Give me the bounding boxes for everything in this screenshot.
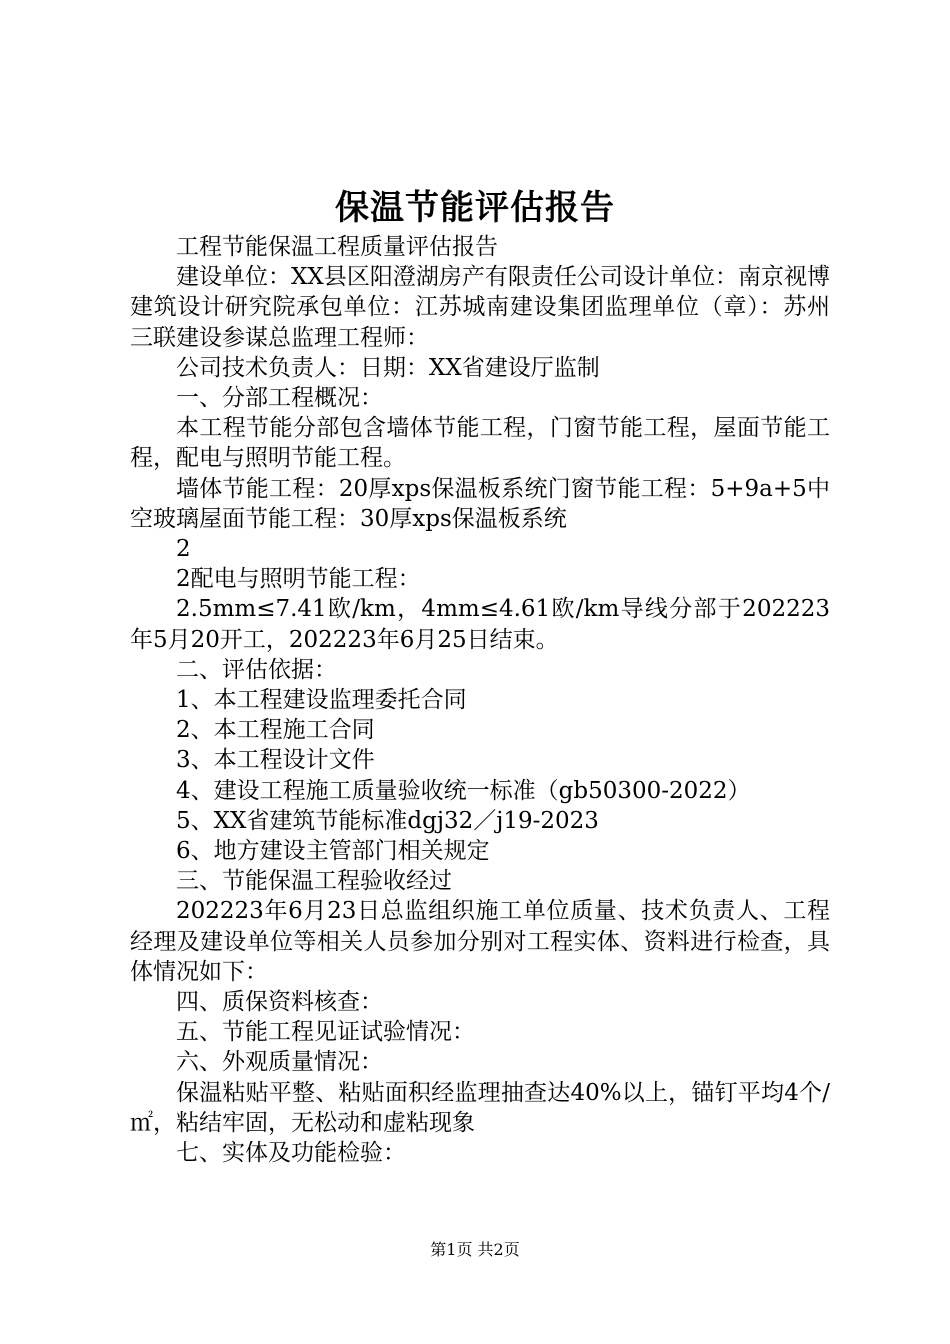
list-item: 4、建设工程施工质量验收统一标准（gb50300-2022） [176,777,751,804]
document-body [130,232,830,1168]
section-heading-appearance: 六、外观质量情况： [176,1049,383,1076]
section-heading-acceptance: 三、节能保温工程验收经过 [176,868,452,895]
page-footer: 第1页 共2页 [430,1240,520,1259]
paragraph-wall-window-roof: 墙体节能工程：20厚xps保温板系统门窗节能工程：5+9a+5中空玻璃屋面节能工程：30厚xps保温板系统 [130,475,830,532]
section-heading-witness-tests: 五、节能工程见证试验情况： [176,1019,475,1046]
list-item: 2、本工程施工合同 [176,717,375,744]
paragraph-electrical-heading: 2配电与照明节能工程： [176,566,421,593]
section-heading-physical-tests: 七、实体及功能检验： [176,1140,406,1167]
paragraph-appearance-details: 保温粘贴平整、粘贴面积经监理抽查达40%以上，锚钉平均4个/㎡，粘结牢固，无松动和虚粘现象 [130,1079,830,1136]
paragraph-technical-lead: 公司技术负责人：日期：XX省建设厅监制 [176,354,600,381]
section-heading-quality-docs: 四、质保资料核查： [176,989,383,1016]
list-item: 1、本工程建设监理委托合同 [176,687,467,714]
section-heading-basis: 二、评估依据： [176,656,337,683]
section-heading-overview: 一、分部工程概况： [176,385,383,412]
paragraph-inspection: 202223年6月23日总监组织施工单位质量、技术负责人、工程经理及建设单位等相关人员参加分别对工程实体、资料进行检查，具体情况如下： [130,898,830,985]
paragraph-report-name: 工程节能保温工程质量评估报告 [176,234,498,260]
list-item: 5、XX省建筑节能标准dgj32／j19-2023 [176,807,599,834]
page-title: 保温节能评估报告 [335,188,615,228]
paragraph-electrical-details: 2.5mm≤7.41欧/km，4mm≤4.61欧/km导线分部于202223年5月20开工，202223年6月25日结束。 [130,596,830,653]
paragraph-overview: 本工程节能分部包含墙体节能工程，门窗节能工程，屋面节能工程，配电与照明节能工程。 [130,415,830,472]
paragraph-number: 2 [176,536,191,563]
list-item: 3、本工程设计文件 [176,747,375,774]
list-item: 6、地方建设主管部门相关规定 [176,838,490,865]
paragraph-units: 建设单位：XX县区阳澄湖房产有限责任公司设计单位：南京视博建筑设计研究院承包单位：江苏城南建设集团监理单位（章）：苏州三联建设参谋总监理工程师： [130,264,830,351]
